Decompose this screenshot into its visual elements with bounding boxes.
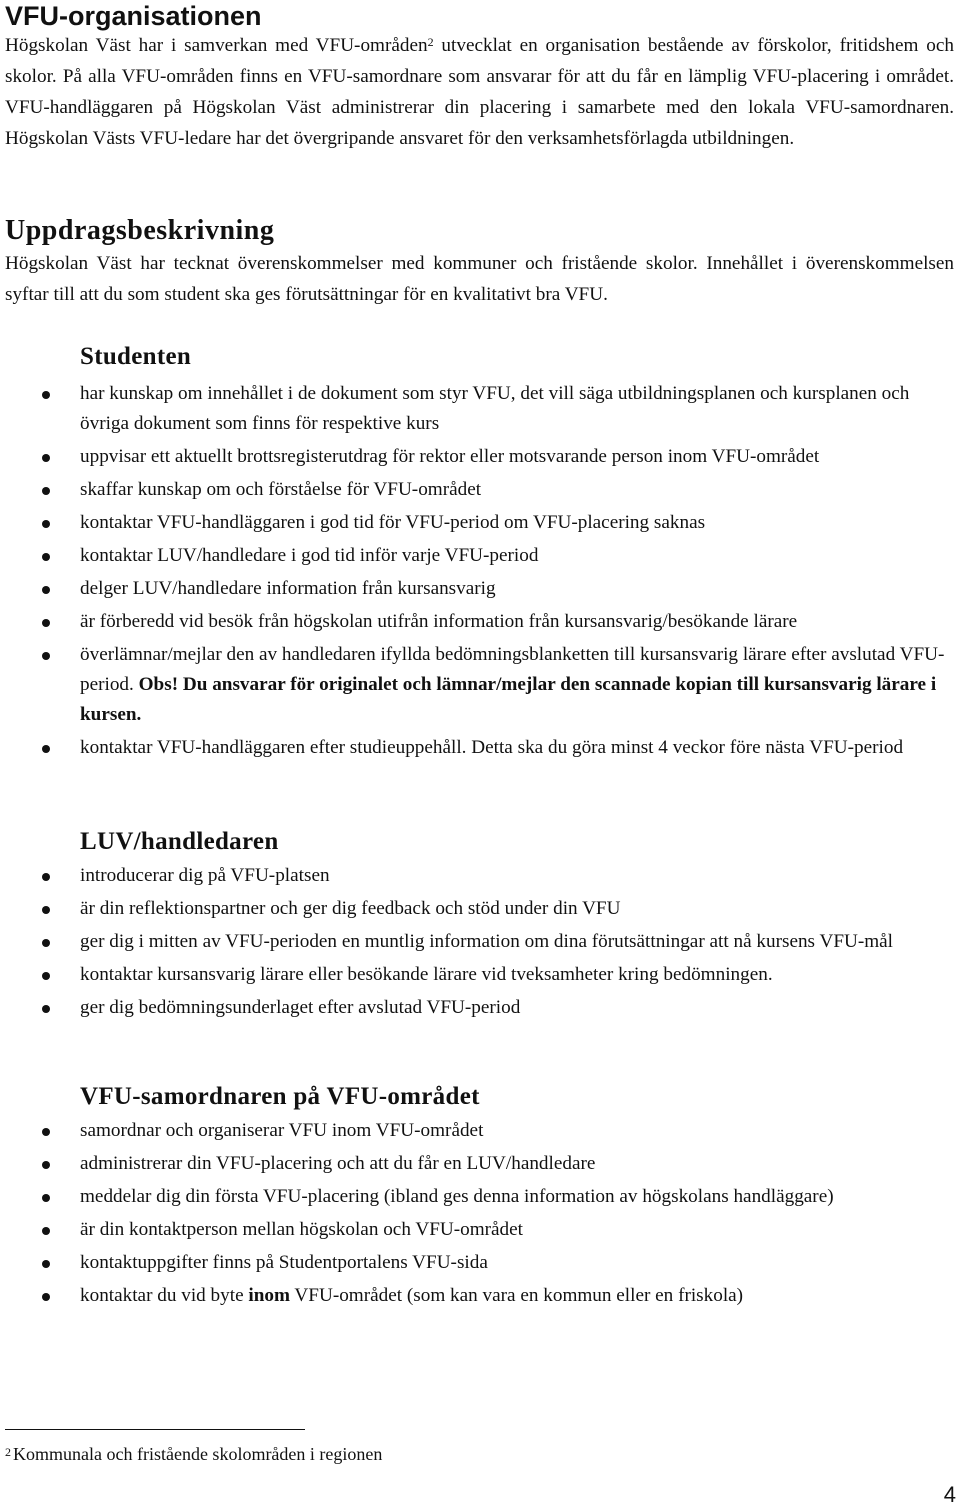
list-item: kontaktuppgifter finns på Studentportalens VFU-sida	[0, 1248, 955, 1278]
page-number: 4	[943, 1482, 956, 1507]
list-item: administrerar din VFU-placering och att du får en LUV/handledare	[0, 1149, 955, 1179]
heading-vfu-samordnaren: VFU-samordnaren på VFU-området	[80, 1083, 480, 1110]
bullet-icon	[42, 391, 50, 399]
list-luv-handledaren	[0, 861, 955, 1026]
list-item: ger dig bedömningsunderlaget efter avslutad VFU-period	[0, 993, 955, 1023]
list-item: kontaktar du vid byte inom VFU-området (som kan vara en kommun eller en friskola)	[0, 1281, 955, 1311]
bullet-icon	[42, 939, 50, 947]
heading-studenten: Studenten	[80, 343, 192, 370]
section-title-vfu-organisationen: VFU-organisationen	[5, 1, 262, 31]
bullet-icon	[42, 553, 50, 561]
bullet-icon	[42, 1293, 50, 1301]
section-title-uppdragsbeskrivning: Uppdragsbeskrivning	[5, 215, 275, 246]
bullet-icon	[42, 652, 50, 660]
list-item: är din kontaktperson mellan högskolan och VFU-området	[0, 1215, 955, 1245]
list-item: samordnar och organiserar VFU inom VFU-området	[0, 1116, 955, 1146]
list-item: skaffar kunskap om och förståelse för VFU-området	[0, 475, 955, 505]
bullet-icon	[42, 906, 50, 914]
list-item: ger dig i mitten av VFU-perioden en muntlig information om dina förutsättningar att nå kursens VFU-mål	[0, 927, 955, 957]
paragraph-text: utvecklat en organisation bestående av förskolor, fritidshem och skolor. På alla VFU-områden finns en VFU-samordnare som ansvarar för att du får en lämplig VFU-placering i området. VFU-handläggaren på Högskolan Väst administrerar din placering i samarbete med den lokala VFU-samordnaren. Högskolan Västs VFU-ledare har det övergripande ansvaret för den verksamhetsförlagda utbildningen.	[5, 35, 954, 149]
footnote	[5, 1441, 382, 1467]
list-item: kontaktar VFU-handläggaren i god tid för VFU-period om VFU-placering saknas	[0, 508, 955, 538]
list-studenten	[0, 379, 955, 766]
list-vfu-samordnaren	[0, 1116, 955, 1314]
list-item: är din reflektionspartner och ger dig feedback och stöd under din VFU	[0, 894, 955, 924]
list-item: är förberedd vid besök från högskolan utifrån information från kursansvarig/besökande lärare	[0, 607, 955, 637]
list-item: kontaktar kursansvarig lärare eller besökande lärare vid tveksamheter kring bedömningen.	[0, 960, 955, 990]
paragraph-text: Högskolan Väst har i samverkan med VFU-områden	[5, 35, 428, 56]
bullet-icon	[42, 487, 50, 495]
bullet-icon	[42, 1128, 50, 1136]
emphasis-inom: inom	[248, 1285, 290, 1306]
bullet-icon	[42, 586, 50, 594]
footnote-reference[interactable]: 2	[427, 35, 434, 49]
heading-luv-handledaren: LUV/handledaren	[80, 828, 279, 855]
list-item: överlämnar/mejlar den av handledaren ifyllda bedömningsblanketten till kursansvarig lärare efter avslutad VFU-period. Obs! Du ansvarar för originalet och lämnar/mejlar den scannade kopian till kursansvarig lärare i kursen.	[0, 640, 955, 730]
bullet-icon	[42, 873, 50, 881]
obs-text: Du ansvarar för originalet och lämnar/mejlar den scannade kopian till kursansvarig lärare i kursen.	[80, 674, 937, 725]
bullet-icon	[42, 619, 50, 627]
paragraph-uppdragsbeskrivning: Högskolan Väst har tecknat överenskommelser med kommuner och fristående skolor. Innehållet i överenskommelsen syftar till att du som student ska ges förutsättningar för en kvalitativt bra VFU.	[5, 253, 954, 305]
bullet-icon	[42, 454, 50, 462]
bullet-icon	[42, 972, 50, 980]
paragraph-vfu-organisationen	[5, 30, 954, 154]
list-item: kontaktar LUV/handledare i god tid inför varje VFU-period	[0, 541, 955, 571]
list-item: meddelar dig din första VFU-placering (ibland ges denna information av högskolans handläggare)	[0, 1182, 955, 1212]
bullet-icon	[42, 1194, 50, 1202]
obs-label: Obs!	[138, 674, 179, 695]
footnote-text: Kommunala och fristående skolområden i regionen	[13, 1444, 383, 1464]
list-item: har kunskap om innehållet i de dokument som styr VFU, det vill säga utbildningsplanen och kursplanen och övriga dokument som finns för respektive kurs	[0, 379, 955, 439]
list-item: uppvisar ett aktuellt brottsregisterutdrag för rektor eller motsvarande person inom VFU-området	[0, 442, 955, 472]
bullet-icon	[42, 1161, 50, 1169]
bullet-icon	[42, 1005, 50, 1013]
bullet-icon	[42, 520, 50, 528]
bullet-icon	[42, 1227, 50, 1235]
list-item: introducerar dig på VFU-platsen	[0, 861, 955, 891]
list-item: delger LUV/handledare information från kursansvarig	[0, 574, 955, 604]
footnote-divider	[5, 1429, 305, 1430]
bullet-icon	[42, 1260, 50, 1268]
footnote-number: 2	[5, 1445, 11, 1459]
bullet-icon	[42, 745, 50, 753]
list-item: kontaktar VFU-handläggaren efter studieuppehåll. Detta ska du göra minst 4 veckor före nästa VFU-period	[0, 733, 955, 763]
